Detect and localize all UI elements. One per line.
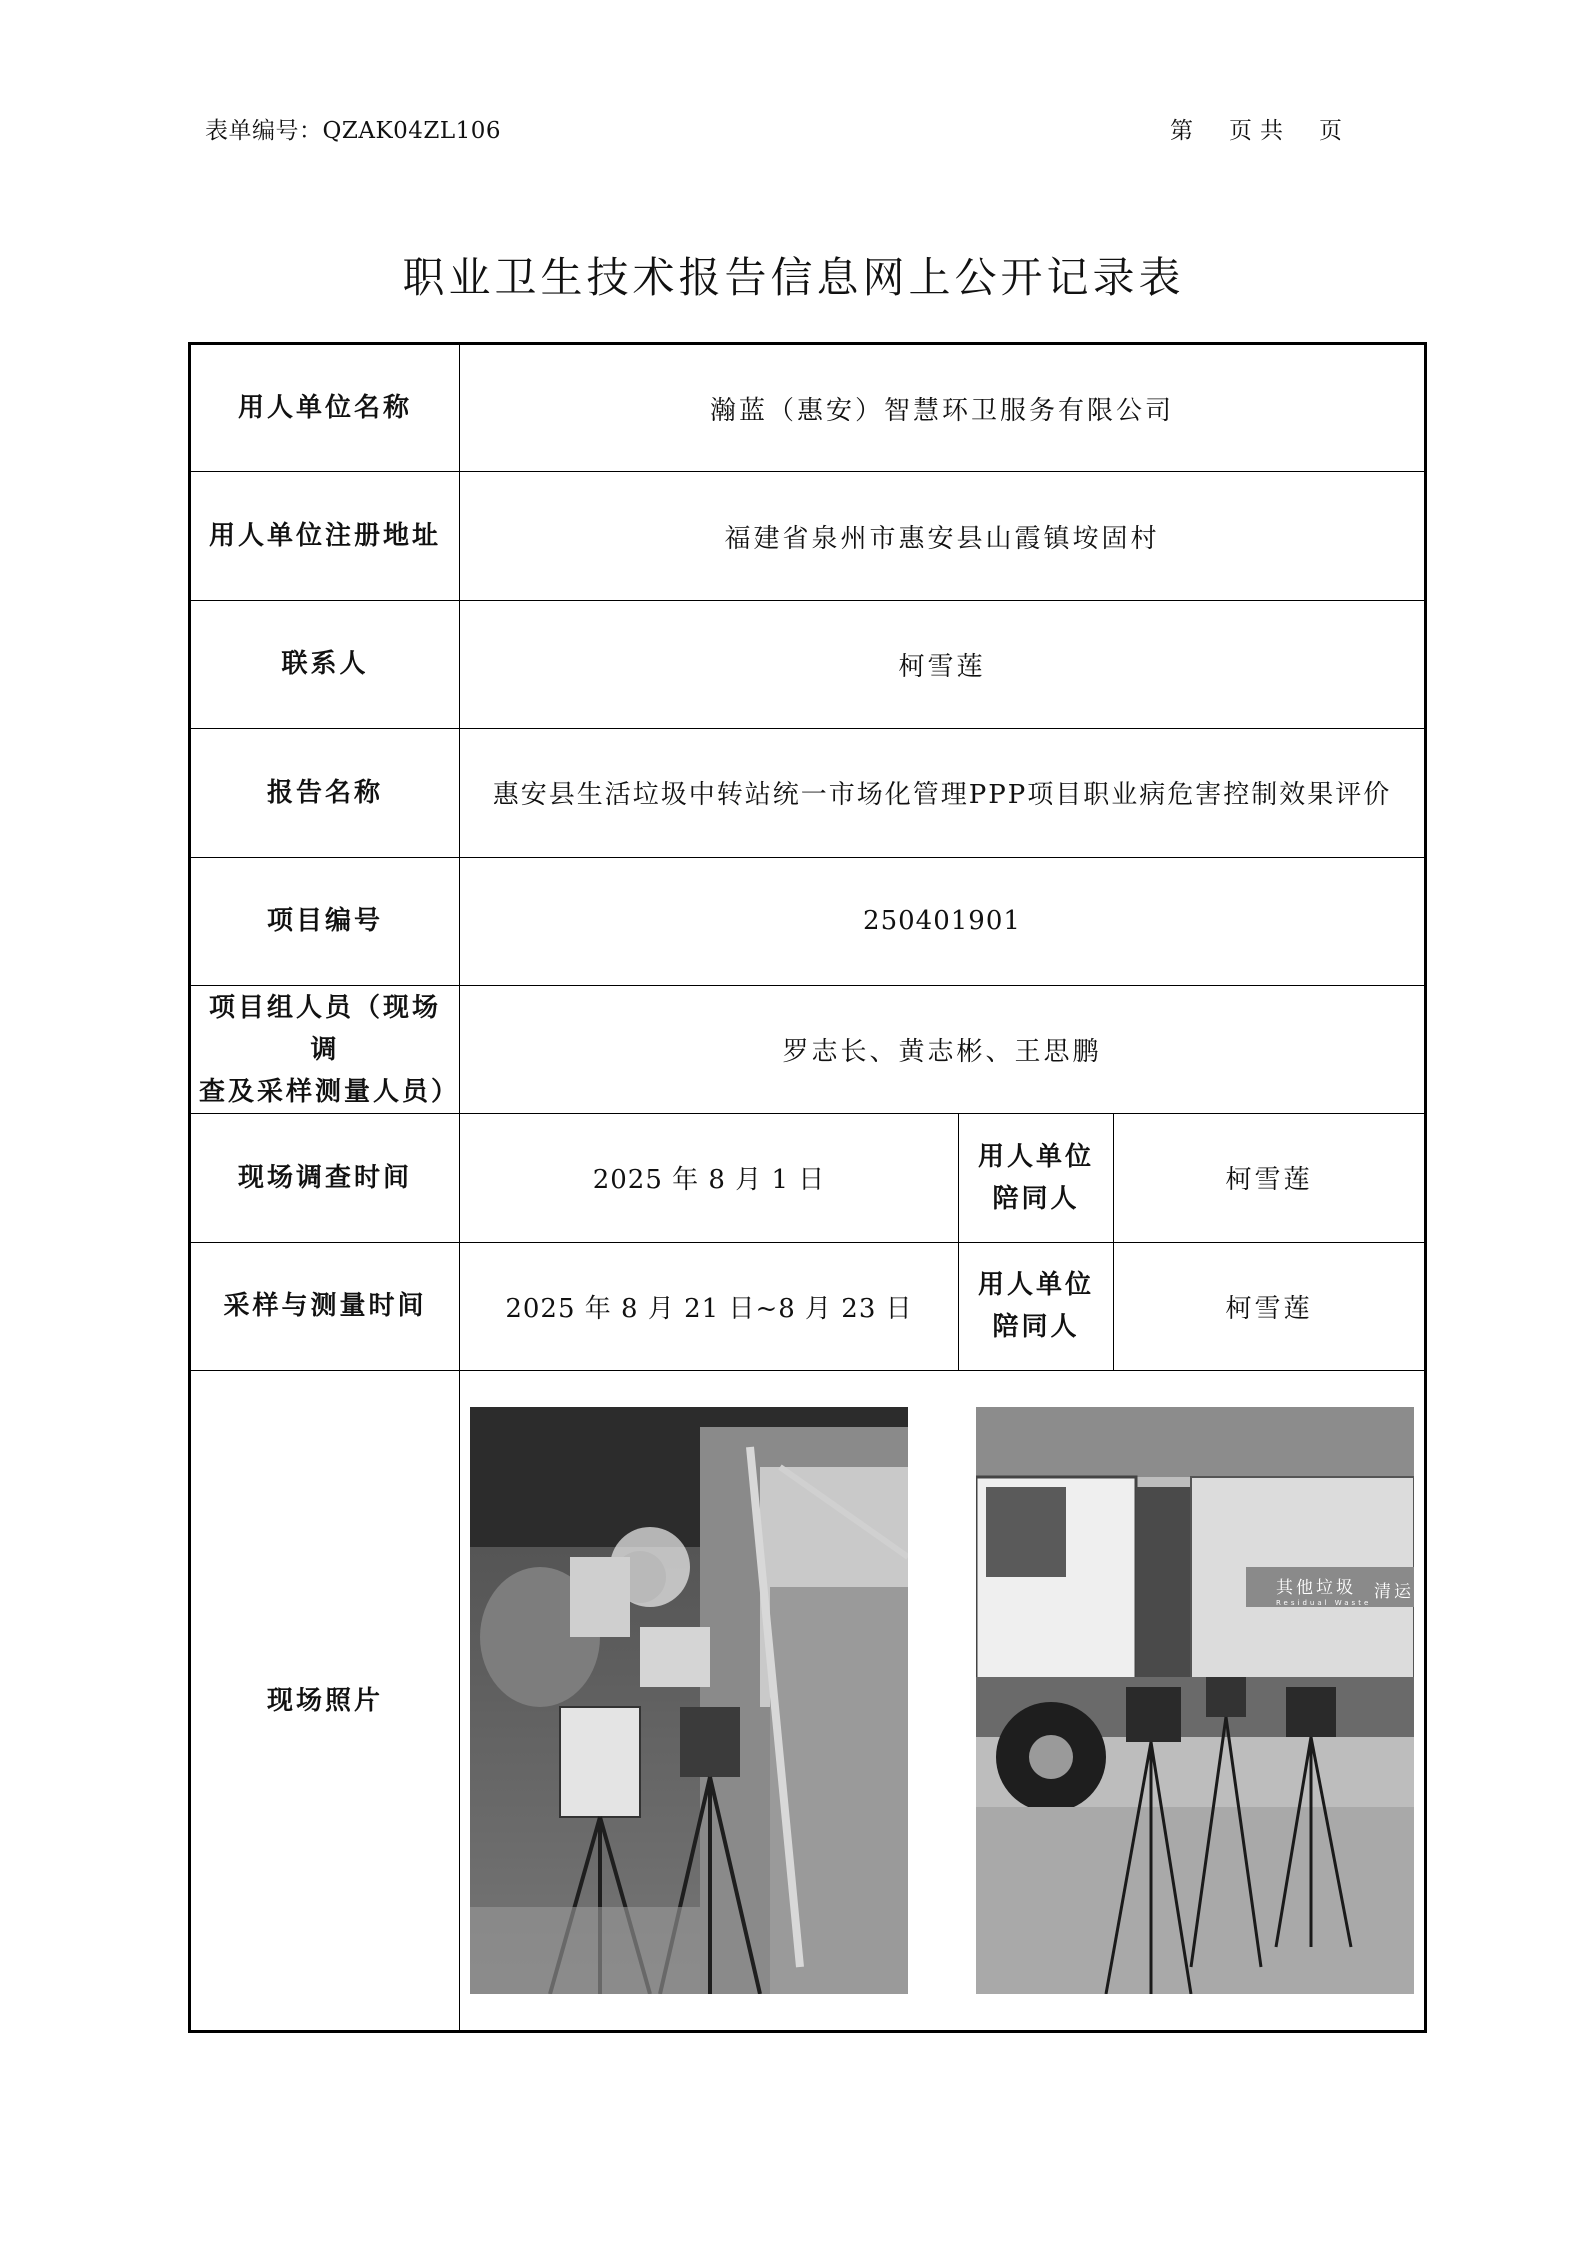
record-table [188, 342, 1427, 2033]
row-project-no [190, 857, 1426, 985]
survey-escort-label [959, 1114, 1114, 1242]
page-ye-2: 页 [1319, 118, 1342, 144]
row-survey [190, 1114, 1426, 1242]
employer-address-label: 用人单位注册地址 [190, 472, 460, 600]
row-sampling [190, 1242, 1426, 1370]
project-no-label: 项目编号 [190, 857, 460, 985]
page-ye: 页 [1229, 118, 1252, 144]
truck-sign-text-2: 清运 [1374, 1582, 1414, 1602]
sampling-escort-value: 柯雪莲 [1114, 1242, 1426, 1370]
survey-escort-label-line-1: 用人单位 [977, 1141, 1094, 1172]
photos-label: 现场照片 [190, 1371, 460, 2032]
row-employer-name [190, 344, 1426, 472]
sampling-escort-label-line-2: 陪同人 [992, 1312, 1080, 1343]
survey-escort-value: 柯雪莲 [1114, 1114, 1426, 1242]
row-team [190, 985, 1426, 1113]
row-contact [190, 600, 1426, 728]
site-photo-waste-truck [976, 1407, 1414, 1994]
survey-label: 现场调查时间 [190, 1114, 460, 1242]
employer-name-value: 瀚蓝（惠安）智慧环卫服务有限公司 [460, 344, 1426, 472]
page-di: 第 [1170, 118, 1193, 144]
page-indicator [1170, 112, 1342, 145]
team-label-line-1: 项目组人员（现场调 [208, 992, 441, 1065]
contact-label: 联系人 [190, 600, 460, 728]
survey-escort-label-line-2: 陪同人 [992, 1183, 1080, 1214]
sampling-escort-label-line-1: 用人单位 [977, 1270, 1094, 1301]
photos-container [460, 1407, 1424, 1994]
project-no-value: 250401901 [460, 857, 1426, 985]
report-name-label: 报告名称 [190, 729, 460, 857]
survey-value: 2025 年 8 月 1 日 [460, 1114, 959, 1242]
row-photos [190, 1371, 1426, 2032]
row-report-name [190, 729, 1426, 857]
truck-sign-text: 其他垃圾 [1276, 1578, 1356, 1598]
sampling-escort-label [959, 1242, 1114, 1370]
page-gong: 共 [1260, 118, 1283, 144]
truck-sign-subtext: Residual Waste [1276, 1599, 1372, 1607]
page-title: 职业卫生技术报告信息网上公开记录表 [402, 253, 1185, 302]
team-value: 罗志长、黄志彬、王思鹏 [460, 985, 1426, 1113]
site-photo-sampling-worker [470, 1407, 908, 1994]
sampling-label: 采样与测量时间 [190, 1242, 460, 1370]
sampling-value: 2025 年 8 月 21 日~8 月 23 日 [460, 1242, 959, 1370]
employer-address-value: 福建省泉州市惠安县山霞镇垵固村 [460, 472, 1426, 600]
employer-name-label: 用人单位名称 [190, 344, 460, 472]
form-number: 表单编号：QZAK04ZL106 [205, 118, 502, 144]
contact-value: 柯雪莲 [460, 600, 1426, 728]
photos-cell [460, 1371, 1426, 2032]
row-employer-address [190, 472, 1426, 600]
team-label [190, 985, 460, 1113]
team-label-line-2: 查及采样测量人员） [199, 1076, 461, 1107]
report-name-value: 惠安县生活垃圾中转站统一市场化管理PPP项目职业病危害控制效果评价 [460, 729, 1426, 857]
